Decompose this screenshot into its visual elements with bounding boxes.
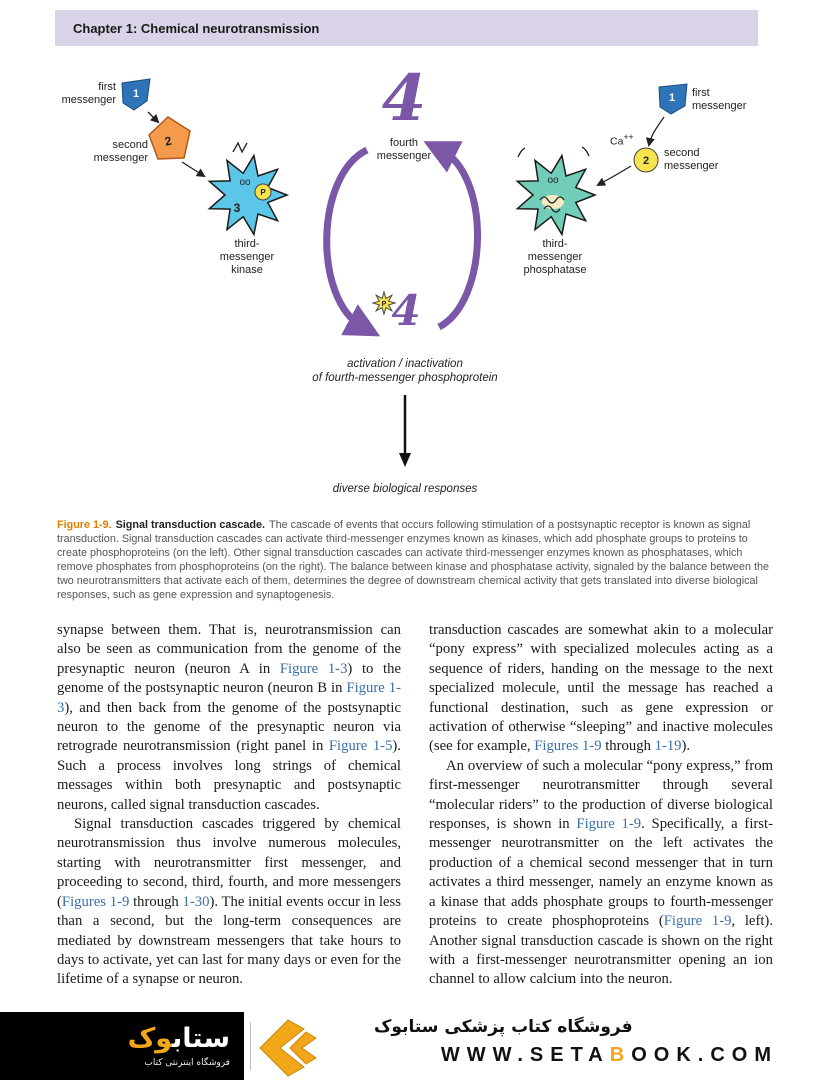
first-messenger-number-left: 1 xyxy=(132,88,140,100)
figure-1-9-diagram xyxy=(0,55,830,515)
phosphoprotein-numeral: 4 xyxy=(391,286,421,335)
second-messenger-label-left: second messenger xyxy=(93,139,148,164)
body-text: Signal transduction cascades triggered by chemical neurotransmission thus involve numerous molecules, starting with neurotransmitter first messenger, and proceeding to second, third, fourth, and more messengers ( xyxy=(57,816,401,910)
phosphate-label: P xyxy=(260,188,266,197)
figure-reference-link[interactable]: Figure 1-3 xyxy=(279,660,348,677)
setabook-logo-bar xyxy=(0,1012,244,1080)
kinase-squiggle: oo xyxy=(239,177,251,188)
calcium-label: Ca++ xyxy=(610,132,634,148)
kinase-star xyxy=(209,156,287,235)
setabook-logo: ستابوک xyxy=(127,1023,230,1054)
body-text: ) to the genome of the postsynaptic neuron (neuron B in xyxy=(57,660,401,697)
store-title-farsi: فروشگاه کتاب پزشکی ستابوک xyxy=(374,1017,633,1037)
body-text: An overview of such a molecular “pony express,” from first-messenger neurotransmitter through several “molecular riders” to the production of diverse biological responses, is shown in xyxy=(429,757,773,833)
figure-reference-link[interactable]: Figure 1-9 xyxy=(663,913,732,930)
setabook-logo-subtitle: فروشگاه اینترنتی کتاب xyxy=(144,1058,230,1068)
activation-caption: activation / inactivation of fourth-messenger phosphoprotein xyxy=(312,358,498,384)
figure-caption-body: The cascade of events that occurs following stimulation of a postsynaptic receptor is known as signal transduction. Signal transduction cascades can activate third-messenger enzymes known as kinases, which add phosphate groups to proteins to create phosphoproteins (on the left). Other signal transduction cascades can activate third-messenger enzymes known as phosphatases, which remove phosphates from phosphoproteins (on the right). The balance between kinase and phosphatase activity, signaled by the balance between the two neurotransmitters that activate each of them, determines the degree of downstream chemical activity that gets translated into diverse biological responses, such as gene expression and synaptogenesis. xyxy=(57,519,770,601)
body-paragraph xyxy=(429,757,773,990)
footer-divider xyxy=(250,1022,251,1070)
body-text: synapse between them. That is, neurotransmission can also be seen as communication from the genome of the presynaptic neuron (neuron A in xyxy=(57,622,401,677)
kinase-number: 3 xyxy=(233,201,241,215)
fourth-messenger-label: fourth messenger xyxy=(376,137,432,162)
right-column xyxy=(429,621,773,1009)
figure-reference-link[interactable]: Figures 1-9 xyxy=(61,893,130,910)
figure-reference-link[interactable]: Figures 1-9 xyxy=(534,738,602,755)
body-text: ). xyxy=(681,738,691,755)
phosphatase-squiggle: oo xyxy=(547,175,559,186)
arrow-second-to-third-left xyxy=(182,162,204,176)
cycle-arrow-down xyxy=(327,150,367,327)
second-messenger-number-right: 2 xyxy=(642,155,650,167)
body-text: , left). Another signal transduction cascade is shown on the right with a first-messenger neurotransmitter opening an ion channel to allow calcium into the neuron. xyxy=(429,913,773,988)
phosphatase-label: third- messenger phosphatase xyxy=(523,238,587,276)
cycle-arrow-up xyxy=(439,150,478,327)
article-body xyxy=(57,621,773,1009)
first-messenger-label-left: first messenger xyxy=(61,81,116,106)
body-text: transduction cascades are somewhat akin to a molecular “pony express” with specialized molecules acting as a sequence of riders, handing on the message to the next specialized molecule, until the message has reached a functional destination, such as gene expression or activation of otherwise “sleeping” and inactive molecules (see for example, xyxy=(429,622,773,755)
first-messenger-label-right: first messenger xyxy=(692,87,747,112)
second-messenger-label-right: second messenger xyxy=(664,147,719,172)
figure-reference-link[interactable]: 1-30 xyxy=(182,893,210,910)
kinase-zigzag-arrow xyxy=(233,143,247,152)
second-messenger-number-left: 2 xyxy=(163,133,173,149)
responses-caption: diverse biological responses xyxy=(332,483,478,495)
body-paragraph xyxy=(57,621,401,815)
body-paragraph xyxy=(57,815,401,990)
body-paragraph xyxy=(429,621,773,757)
fourth-messenger-numeral: 4 xyxy=(381,61,427,136)
setabook-chevron-icon xyxy=(258,1019,320,1077)
chapter-header xyxy=(55,10,758,46)
shake-mark-right xyxy=(582,147,589,156)
shake-mark-left xyxy=(518,148,525,157)
chapter-title: Chapter 1: Chemical neurotransmission xyxy=(73,20,320,36)
figure-caption-title: Signal transduction cascade. xyxy=(115,519,266,531)
arrow-first-to-second-left xyxy=(148,112,158,122)
figure-caption-label: Figure 1-9. xyxy=(57,519,112,531)
figure-reference-link[interactable]: Figure 1-5 xyxy=(328,738,393,755)
kinase-label: third- messenger kinase xyxy=(219,238,275,276)
body-text: ). The initial events occur in less than a second, but the long-term consequences are mediated by downstream messengers that take hours to days to activate, yet can last for many days or even for the lifetime of a synapse or neuron. xyxy=(57,893,401,988)
arrow-second-to-third-right xyxy=(598,166,631,185)
website-url[interactable]: WWW.SETABOOK.COM xyxy=(440,1044,778,1066)
left-column xyxy=(57,621,401,1009)
figure-reference-link[interactable]: Figure 1-3 xyxy=(57,680,401,716)
figure-caption xyxy=(57,518,771,602)
figure-reference-link[interactable]: Figure 1-9 xyxy=(576,816,642,833)
body-text: . Specifically, a first-messenger neurotransmitter on the left activates the production of a chemical second messenger that in turn activates a third messenger, namely an enzyme known as a kinase that adds phosphate groups to fourth-messenger proteins to create phosphoproteins ( xyxy=(429,816,773,930)
figure-reference-link[interactable]: 1-19 xyxy=(654,738,682,755)
first-messenger-number-right: 1 xyxy=(668,92,676,104)
body-text: through xyxy=(601,738,655,755)
phosphoprotein-p-label: P xyxy=(381,301,387,308)
body-text: through xyxy=(129,893,183,910)
phosphatase-star xyxy=(517,156,595,235)
body-text: ), and then back from the genome of the postsynaptic neuron to the genome of the presynaptic neuron via retrograde neurotransmission (right panel in xyxy=(57,699,401,755)
body-text: ). Such a process involves long strings of chemical messages within both presynaptic and postsynaptic neurons, called signal transduction cascades. xyxy=(57,738,401,813)
arrow-first-to-second-right xyxy=(649,117,664,145)
